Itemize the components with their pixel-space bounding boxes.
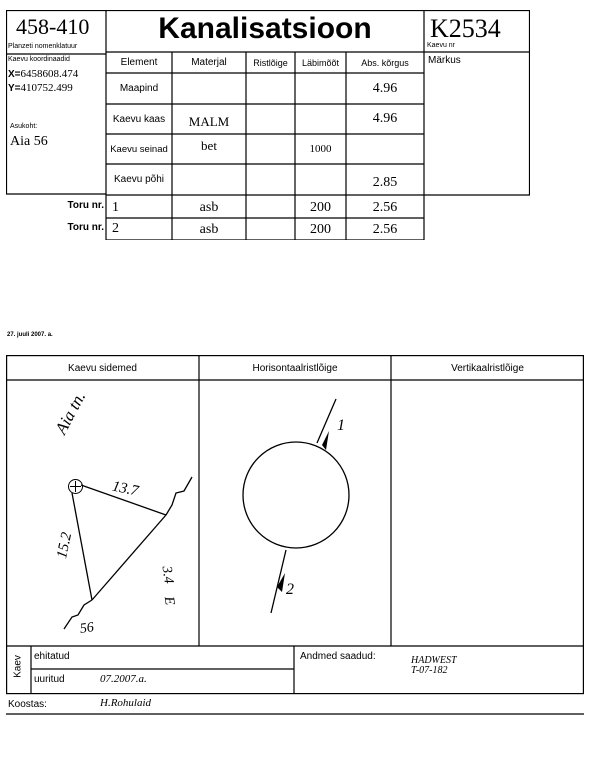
coord-x-label: X= <box>8 69 21 80</box>
pipe-material: asb <box>199 221 219 237</box>
coords-label: Kaevu koordinaadid <box>8 56 70 63</box>
pipe-2-label: 2 <box>286 581 294 598</box>
row-element: Kaevu kaas <box>112 113 166 125</box>
row-element: Maapind <box>119 83 159 94</box>
sketch-dist-right: 3.4 <box>158 565 176 585</box>
well-id: K2534 <box>430 14 501 43</box>
location-value: Aia 56 <box>10 134 48 149</box>
sketch-right-sub: E <box>160 595 177 607</box>
coord-x <box>8 68 78 80</box>
row-diameter: 1000 <box>309 143 332 155</box>
pipe-number: 1 <box>112 200 119 215</box>
sketch-dist-left: 15.2 <box>54 530 76 560</box>
drawing-card <box>6 355 584 715</box>
coord-y-label: Y= <box>8 83 21 94</box>
coord-x-value: 6458608.474 <box>20 68 79 80</box>
pipe-1-arrow-icon <box>322 431 329 450</box>
panel-title-vertical: Vertikaalristlõige <box>451 362 524 374</box>
pipe-2-line <box>271 550 286 613</box>
panel-title-connections: Kaevu sidemed <box>68 362 137 374</box>
sketch-house-number: 56 <box>78 620 95 637</box>
coord-y <box>8 82 73 94</box>
pipe-diameter: 200 <box>310 221 331 237</box>
location-label: Asukoht: <box>10 123 38 130</box>
built-label: ehitatud <box>34 651 70 662</box>
pipe-1-label: 1 <box>337 417 345 434</box>
sheet-label: Planzeti nomenklatuur <box>8 43 78 50</box>
pipe-diameter: 200 <box>310 199 331 215</box>
date-stamp: 27. juuli 2007. a. <box>7 332 53 338</box>
surveyed-value: 07.2007.a. <box>100 673 147 685</box>
horizontal-section-sketch <box>6 355 391 645</box>
pipe-material: asb <box>199 199 219 215</box>
col-header-diameter: Läbimõõt <box>301 57 340 68</box>
author-value: H.Rohulaid <box>100 697 152 709</box>
row-height: 4.96 <box>372 80 398 96</box>
row-material: MALM <box>188 114 230 129</box>
row-material: bet <box>201 138 217 153</box>
pipe-label: Toru nr. <box>67 222 104 233</box>
author-label: Koostas: <box>8 699 47 710</box>
sheet-number: 458-410 <box>16 14 90 39</box>
col-header-material: Materjal <box>191 57 227 68</box>
surveyed-label: uuritud <box>34 674 65 685</box>
row-height: 2.85 <box>372 174 398 190</box>
row-height: 4.96 <box>372 111 398 126</box>
sketch-street-label: Aia tn. <box>51 388 90 438</box>
col-header-element: Element <box>120 57 158 68</box>
row-element: Kaevu põhi <box>113 174 165 185</box>
pipe-number: 2 <box>112 221 119 236</box>
header-card <box>6 10 530 240</box>
row-element: Kaevu seinad <box>110 143 168 155</box>
kaev-label: Kaev <box>12 655 24 678</box>
pipe-height: 2.56 <box>372 199 398 215</box>
sketch-dist-top: 13.7 <box>110 478 140 500</box>
coord-y-value: 410752.499 <box>20 82 73 94</box>
col-header-section: Ristlõige <box>253 57 288 68</box>
well-label: Kaevu nr <box>427 42 456 49</box>
data-reference: T-07-182 <box>411 665 448 676</box>
col-header-height: Abs. kõrgus <box>361 57 409 68</box>
pipe-height: 2.56 <box>372 221 398 237</box>
panel-title-horizontal: Horisontaalristlõige <box>252 362 338 374</box>
page-title: Kanalisatsioon <box>158 12 372 45</box>
pipe-label: Toru nr. <box>67 200 104 211</box>
data-source-label: Andmed saadud: <box>300 651 376 662</box>
data-source: HADWEST <box>411 655 457 666</box>
col-header-remarks: Märkus <box>428 55 461 66</box>
well-outline <box>243 442 349 548</box>
